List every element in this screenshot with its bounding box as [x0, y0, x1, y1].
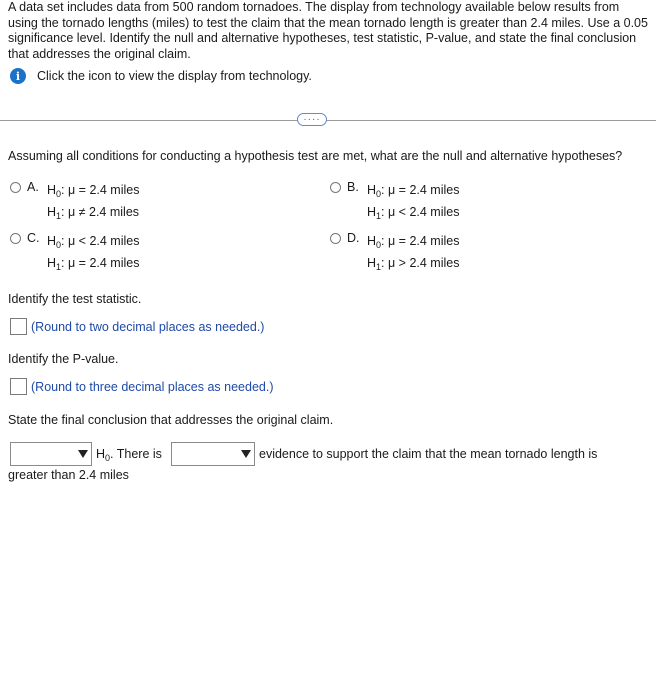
- alternative-hypothesis: $H_1$: μ ≠ 2.4 miles: [47, 205, 140, 221]
- test-statistic-label: Identify the test statistic.: [8, 292, 142, 306]
- option-letter: D.: [347, 231, 360, 245]
- p-value-input[interactable]: [10, 378, 27, 395]
- option-c[interactable]: [10, 231, 139, 275]
- test-statistic-input[interactable]: [10, 318, 27, 335]
- p-value-row: [10, 378, 274, 395]
- option-b[interactable]: [330, 180, 459, 224]
- conclusion-tail-text: evidence to support the claim that the mean tornado length is: [259, 447, 598, 461]
- conclusion-label: State the final conclusion that addresses the original claim.: [8, 413, 334, 427]
- option-letter: C.: [27, 231, 40, 245]
- radio-button-b[interactable]: [330, 182, 341, 193]
- info-icon[interactable]: i: [10, 68, 26, 84]
- more-button[interactable]: ····: [297, 113, 327, 126]
- radio-button-d[interactable]: [330, 233, 341, 244]
- option-letter: B.: [347, 180, 359, 194]
- info-row[interactable]: [10, 68, 312, 84]
- null-hypothesis: $H_0$: μ = 2.4 miles: [367, 183, 460, 199]
- radio-button-c[interactable]: [10, 233, 21, 244]
- null-hypothesis: $H_0$: μ < 2.4 miles: [47, 234, 140, 250]
- p-value-label: Identify the P-value.: [8, 352, 119, 366]
- alternative-hypothesis: $H_1$: μ < 2.4 miles: [367, 205, 460, 221]
- evidence-dropdown[interactable]: [171, 442, 255, 466]
- info-link-text[interactable]: Click the icon to view the display from technology.: [37, 69, 312, 83]
- conclusion-tail-text-2: greater than 2.4 miles: [8, 468, 129, 482]
- alternative-hypothesis: $H_1$: μ = 2.4 miles: [47, 256, 140, 272]
- rounding-hint: (Round to two decimal places as needed.): [31, 319, 265, 334]
- conclusion-null-text: $H_0$. There is: [96, 447, 162, 463]
- problem-statement: A data set includes data from 500 random tornadoes. The display from technology available below results from using the tornado lengths (miles) to test the claim that the mean tornado length is greater than 2.4 miles. Use a 0.05 significance level. Identify the null and alternative hypotheses, test statistic, P-value, and state the final conclusion that addresses the original claim.: [8, 0, 648, 61]
- null-hypothesis: $H_0$: μ = 2.4 miles: [47, 183, 140, 199]
- chevron-down-icon: [241, 450, 251, 458]
- option-a[interactable]: [10, 180, 139, 224]
- radio-button-a[interactable]: [10, 182, 21, 193]
- null-hypothesis: $H_0$: μ = 2.4 miles: [367, 234, 460, 250]
- section-divider: [0, 120, 656, 121]
- alternative-hypothesis: $H_1$: μ > 2.4 miles: [367, 256, 460, 272]
- option-d[interactable]: [330, 231, 459, 275]
- hypotheses-question: Assuming all conditions for conducting a hypothesis test are met, what are the null and alternative hypotheses?: [8, 149, 623, 163]
- chevron-down-icon: [78, 450, 88, 458]
- rounding-hint: (Round to three decimal places as needed.): [31, 379, 274, 394]
- option-letter: A.: [27, 180, 39, 194]
- decision-dropdown[interactable]: [10, 442, 92, 466]
- test-statistic-row: [10, 318, 264, 335]
